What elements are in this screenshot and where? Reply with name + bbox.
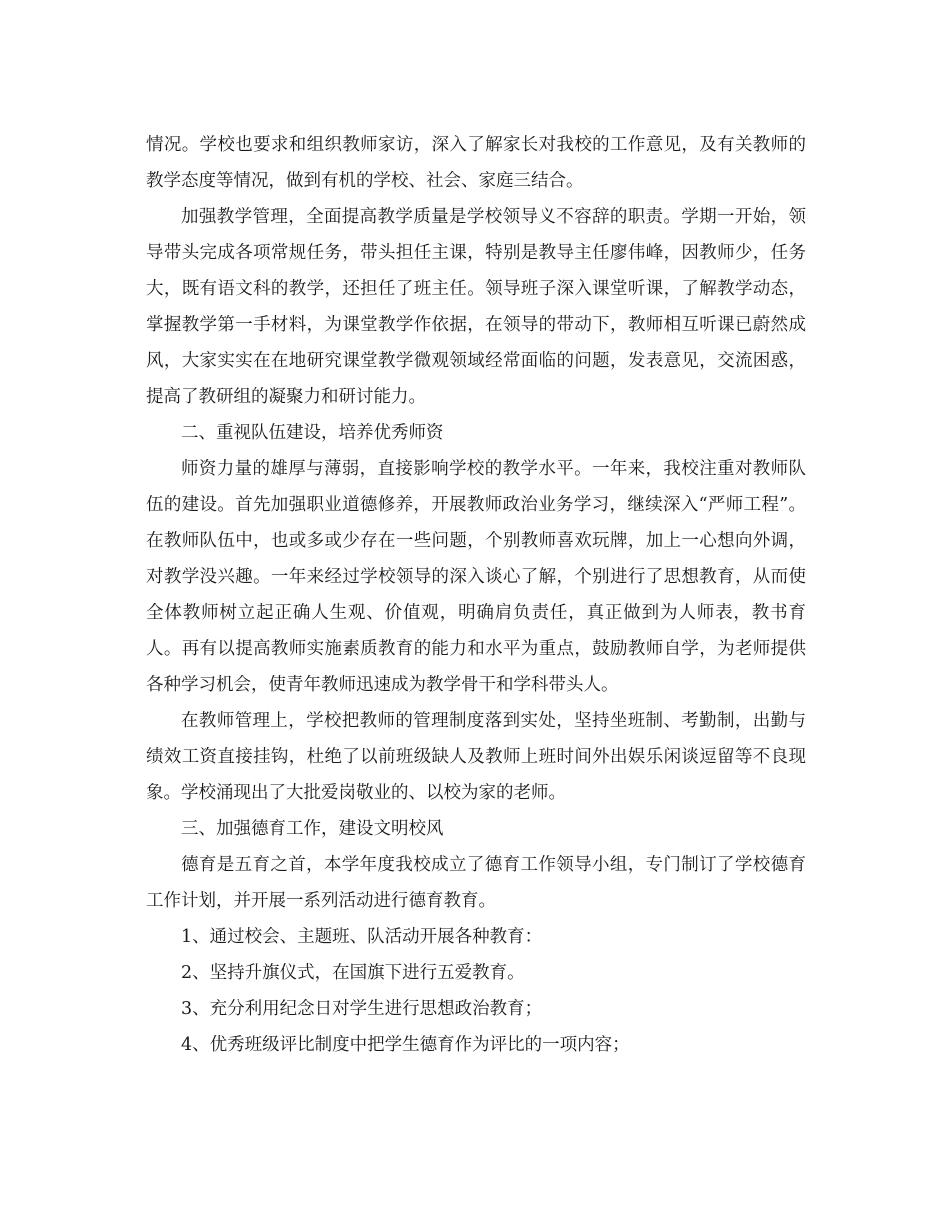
document-body xyxy=(146,127,806,1063)
list-item-2: 2、坚持升旗仪式，在国旗下进行五爱教育。 xyxy=(181,963,525,983)
paragraph-teacher-strength: 师资力量的雄厚与薄弱，直接影响学校的教学水平。一年来，我校注重对教师队伍的建设。首先加强职业道德修养，开展教师政治业务学习，继续深入“严师工程”。在教师队伍中，也或多或少存在一些问题，个别教师喜欢玩牌，加上一心想向外调，对教学没兴趣。一年来经过学校领导的深入谈心了解，个别进行了思想教育，从而使全体教师树立起正确人生观、价值观，明确肩负责任，真正做到为人师表，教书育人。再有以提高教师实施素质教育的能力和水平为重点，鼓励教师自学，为老师提供各种学习机会，使青年教师迅速成为教学骨干和学科带头人。 xyxy=(146,459,806,695)
paragraph-home-visits: 情况。学校也要求和组织教师家访，深入了解家长对我校的工作意见，及有关教师的教学态度等情况，做到有机的学校、社会、家庭三结合。 xyxy=(146,135,806,191)
paragraph-teacher-management: 在教师管理上，学校把教师的管理制度落到实处，坚持坐班制、考勤制，出勤与绩效工资直接挂钩，杜绝了以前班级缺人及教师上班时间外出娱乐闲谈逗留等不良现象。学校涌现出了大批爱岗敬业的、以校为家的老师。 xyxy=(146,711,806,803)
paragraph-moral-education: 德育是五育之首，本学年度我校成立了德育工作领导小组，专门制订了学校德育工作计划，并开展一系列活动进行德育教育。 xyxy=(146,855,806,911)
list-item-3: 3、充分利用纪念日对学生进行思想政治教育； xyxy=(181,999,543,1019)
list-item-4: 4、优秀班级评比制度中把学生德育作为评比的一项内容； xyxy=(181,1035,630,1055)
section-heading-team-building: 二、重视队伍建设，培养优秀师资 xyxy=(181,423,444,443)
section-heading-moral-education: 三、加强德育工作，建设文明校风 xyxy=(181,819,444,839)
paragraph-teaching-management: 加强教学管理，全面提高教学质量是学校领导义不容辞的职责。学期一开始，领导带头完成各项常规任务，带头担任主课，特别是教导主任廖伟峰，因教师少，任务大，既有语文科的教学，还担任了班主任。领导班子深入课堂听课，了解教学动态，掌握教学第一手材料，为课堂教学作依据，在领导的带动下，教师相互听课已蔚然成风，大家实实在在地研究课堂教学微观领域经常面临的问题，发表意见，交流困惑，提高了教研组的凝聚力和研讨能力。 xyxy=(146,207,806,407)
list-item-1: 1、通过校会、主题班、队活动开展各种教育： xyxy=(181,927,543,947)
